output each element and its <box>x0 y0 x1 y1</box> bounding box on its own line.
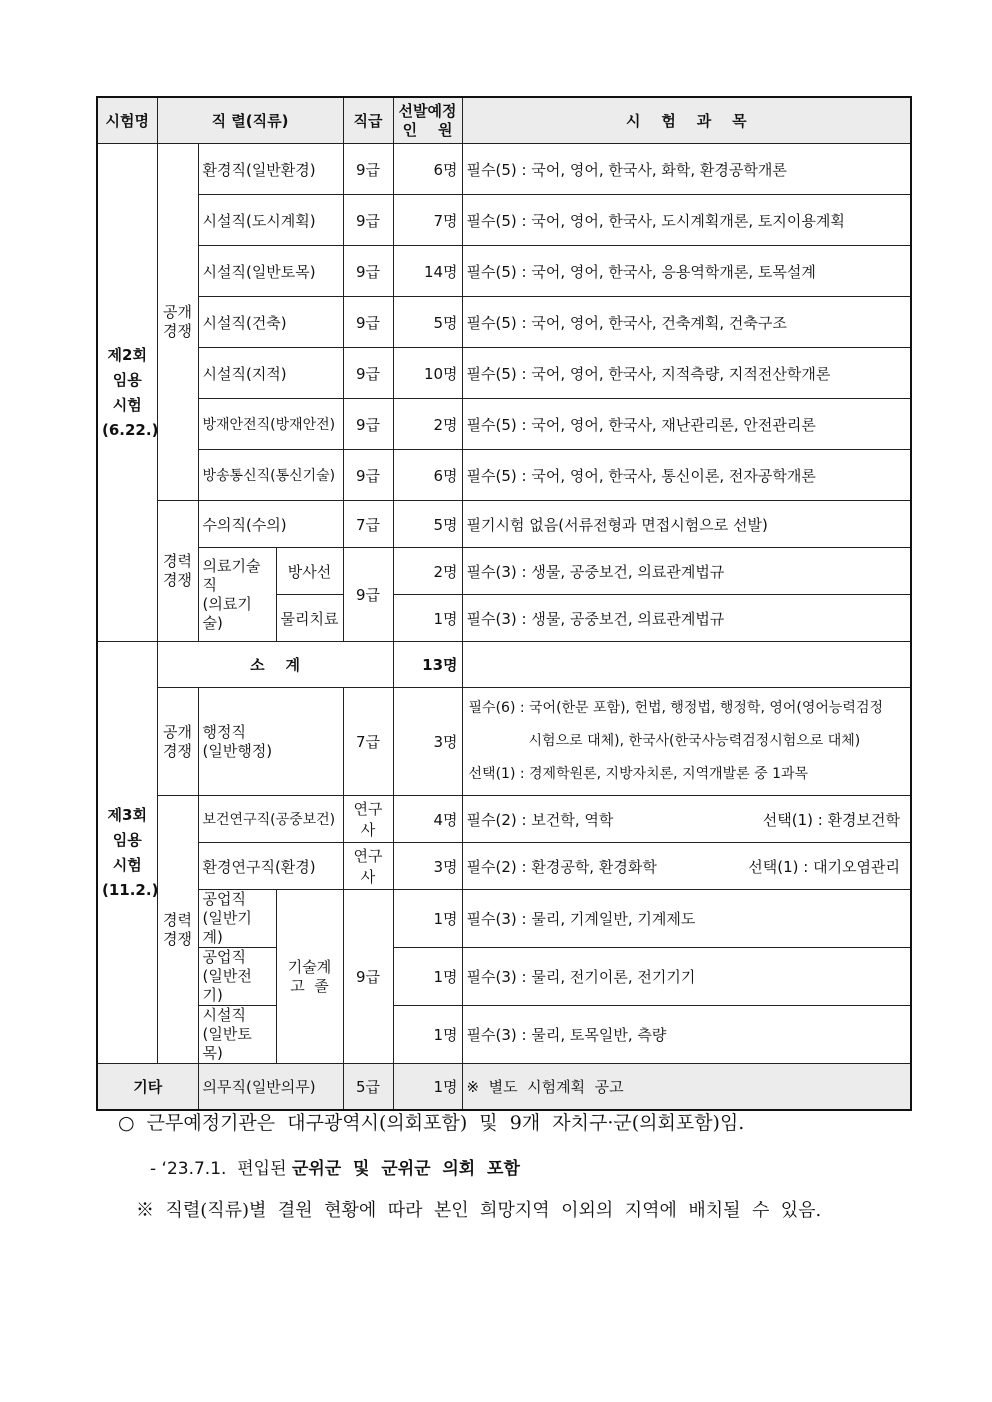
session-label: (11.2.) <box>102 880 159 899</box>
subject-cell: 필수(5) : 국어, 영어, 한국사, 지적측량, 지적전산학개론 <box>462 348 911 399</box>
subject-cell: 필수(5) : 국어, 영어, 한국사, 통신이론, 전자공학개론 <box>462 450 911 501</box>
grade-cell: 9급 <box>343 144 393 195</box>
table-row <box>97 948 911 1006</box>
grade-cell: 9급 <box>343 450 393 501</box>
table-row <box>97 399 911 450</box>
grade-cell: 9급 <box>343 297 393 348</box>
count-cell: 6명 <box>393 450 462 501</box>
subject-cell: 필수(3) : 물리, 전기이론, 전기기기 <box>462 948 911 1006</box>
table-row <box>97 688 911 796</box>
job-cell: 시설직(일반토목) <box>198 246 343 297</box>
job-cell: 보건연구직(공중보건) <box>198 796 343 843</box>
table-row <box>97 548 911 595</box>
count-cell: 3명 <box>393 688 462 796</box>
job-cell: 방재안전직(방재안전) <box>198 399 343 450</box>
job-cell: 방송통신직(통신기술) <box>198 450 343 501</box>
session-2-name <box>97 144 157 642</box>
note-gunwi <box>150 1154 520 1179</box>
tech-group-cell: 기술계 고 졸 <box>276 890 343 1064</box>
count-cell: 1명 <box>393 1006 462 1064</box>
subject-cell: 필기시험 없음(서류전형과 면접시험으로 선발) <box>462 501 911 548</box>
grade-cell: 9급 <box>343 348 393 399</box>
session-label: 시험 <box>112 855 142 874</box>
count-cell: 5명 <box>393 501 462 548</box>
count-cell: 1명 <box>393 890 462 948</box>
count-cell: 6명 <box>393 144 462 195</box>
table-row <box>97 246 911 297</box>
table-row <box>97 450 911 501</box>
subject-cell: ※ 별도 시험계획 공고 <box>462 1064 911 1110</box>
note-workplace: ○ 근무예정기관은 대구광역시(의회포함) 및 9개 자치구·군(의회포함)임. <box>118 1112 745 1134</box>
sub-job-cell: 방사선 <box>276 548 343 595</box>
header-count <box>393 97 462 144</box>
table-row <box>97 348 911 399</box>
etc-row <box>97 1064 911 1110</box>
header-count-top: 선발예정 <box>398 101 457 120</box>
table-row <box>97 144 911 195</box>
job-cell: 공업직 (일반전기) <box>198 948 276 1006</box>
subtotal-label: 소 계 <box>157 642 393 688</box>
count-cell: 1명 <box>393 595 462 642</box>
count-cell: 4명 <box>393 796 462 843</box>
subject-cell: 필수(5) : 국어, 영어, 한국사, 응용역학개론, 토목설계 <box>462 246 911 297</box>
header-exam-name: 시험명 <box>97 97 157 144</box>
header-job: 직 렬(직류) <box>157 97 343 144</box>
grade-cell: 9급 <box>343 195 393 246</box>
subject-cell: 필수(5) : 국어, 영어, 한국사, 재난관리론, 안전관리론 <box>462 399 911 450</box>
table-row <box>97 890 911 948</box>
count-cell: 1명 <box>393 1064 462 1110</box>
table-row <box>97 796 911 843</box>
career-competition-label: 경력 경쟁 <box>157 501 198 642</box>
session-label: (6.22.) <box>102 420 159 439</box>
open-competition-label: 공개 경쟁 <box>157 688 198 796</box>
subject-line: 선택(1) : 경제학원론, 지방자치론, 지역개발론 중 1과목 <box>468 766 809 782</box>
subject-cell: 필수(3) : 물리, 토목일반, 측량 <box>462 1006 911 1064</box>
count-cell: 7명 <box>393 195 462 246</box>
job-cell: 시설직(지적) <box>198 348 343 399</box>
required-subjects: 필수(2) : 환경공학, 환경화학 <box>466 857 657 876</box>
subject-cell <box>462 843 911 890</box>
subject-cell <box>462 796 911 843</box>
open-competition-label: 공개 경쟁 <box>157 144 198 501</box>
grade-cell: 7급 <box>343 688 393 796</box>
session-label: 시험 <box>112 395 142 414</box>
exam-schedule-table <box>96 96 912 1111</box>
subject-cell: 필수(3) : 생물, 공중보건, 의료관계법규 <box>462 595 911 642</box>
job-cell: 공업직 (일반기계) <box>198 890 276 948</box>
count-cell: 10명 <box>393 348 462 399</box>
grade-cell: 9급 <box>343 399 393 450</box>
required-subjects: 필수(2) : 보건학, 역학 <box>466 810 614 829</box>
subject-cell: 필수(5) : 국어, 영어, 한국사, 도시계획개론, 토지이용계획 <box>462 195 911 246</box>
grade-cell: 9급 <box>343 548 393 642</box>
table-row <box>97 843 911 890</box>
table-row <box>97 1006 911 1064</box>
etc-label: 기타 <box>97 1064 198 1110</box>
count-cell: 3명 <box>393 843 462 890</box>
count-cell: 5명 <box>393 297 462 348</box>
note-gunwi-bold: 군위군 및 군위군 의회 포함 <box>291 1159 520 1179</box>
subject-cell: 필수(5) : 국어, 영어, 한국사, 화학, 환경공학개론 <box>462 144 911 195</box>
subtotal-empty <box>462 642 911 688</box>
grade-cell: 7급 <box>343 501 393 548</box>
table-header-row <box>97 97 911 144</box>
session-label: 임용 <box>112 830 142 849</box>
job-cell: 의료기술직 (의료기술) <box>198 548 276 642</box>
subject-cell: 필수(3) : 생물, 공중보건, 의료관계법규 <box>462 548 911 595</box>
subject-cell <box>462 688 911 796</box>
job-cell: 환경직(일반환경) <box>198 144 343 195</box>
grade-cell: 9급 <box>343 890 393 1064</box>
optional-subjects: 선택(1) : 환경보건학 <box>762 810 901 829</box>
count-cell: 2명 <box>393 399 462 450</box>
subject-cell: 필수(5) : 국어, 영어, 한국사, 건축계획, 건축구조 <box>462 297 911 348</box>
note-gunwi-prefix: - ‘23.7.1. 편입된 <box>150 1159 292 1179</box>
header-grade: 직급 <box>343 97 393 144</box>
subject-cell: 필수(3) : 물리, 기계일반, 기계제도 <box>462 890 911 948</box>
job-cell: 의무직(일반의무) <box>198 1064 343 1110</box>
session-label: 제2회 <box>107 345 147 364</box>
subject-line: 필수(6) : 국어(한문 포함), 헌법, 행정법, 행정학, 영어(영어능력검정 <box>468 700 883 716</box>
job-cell: 수의직(수의) <box>198 501 343 548</box>
note-assignment: ※ 직렬(직류)별 결원 현황에 따라 본인 희망지역 이외의 지역에 배치될 수 있음. <box>136 1200 822 1221</box>
subtotal-row <box>97 642 911 688</box>
job-cell: 시설직 (일반토목) <box>198 1006 276 1064</box>
session-label: 제3회 <box>107 805 147 824</box>
subtotal-count: 13명 <box>393 642 462 688</box>
session-label: 임용 <box>112 370 142 389</box>
table-row <box>97 297 911 348</box>
header-subjects: 시 험 과 목 <box>462 97 911 144</box>
table-row <box>97 501 911 548</box>
subject-line: 시험으로 대체), 한국사(한국사능력검정시험으로 대체) <box>528 733 861 749</box>
sub-job-cell: 물리치료 <box>276 595 343 642</box>
grade-cell: 9급 <box>343 246 393 297</box>
grade-cell: 연구사 <box>343 843 393 890</box>
job-cell: 행정직 (일반행정) <box>198 688 343 796</box>
job-cell: 시설직(건축) <box>198 297 343 348</box>
table-row <box>97 195 911 246</box>
session-3-name <box>97 642 157 1064</box>
grade-cell: 연구사 <box>343 796 393 843</box>
job-cell: 시설직(도시계획) <box>198 195 343 246</box>
job-cell: 환경연구직(환경) <box>198 843 343 890</box>
career-competition-label: 경력 경쟁 <box>157 796 198 1064</box>
grade-cell: 5급 <box>343 1064 393 1110</box>
count-cell: 2명 <box>393 548 462 595</box>
optional-subjects: 선택(1) : 대기오염관리 <box>748 857 901 876</box>
header-count-bottom: 인 원 <box>402 120 453 139</box>
count-cell: 14명 <box>393 246 462 297</box>
count-cell: 1명 <box>393 948 462 1006</box>
